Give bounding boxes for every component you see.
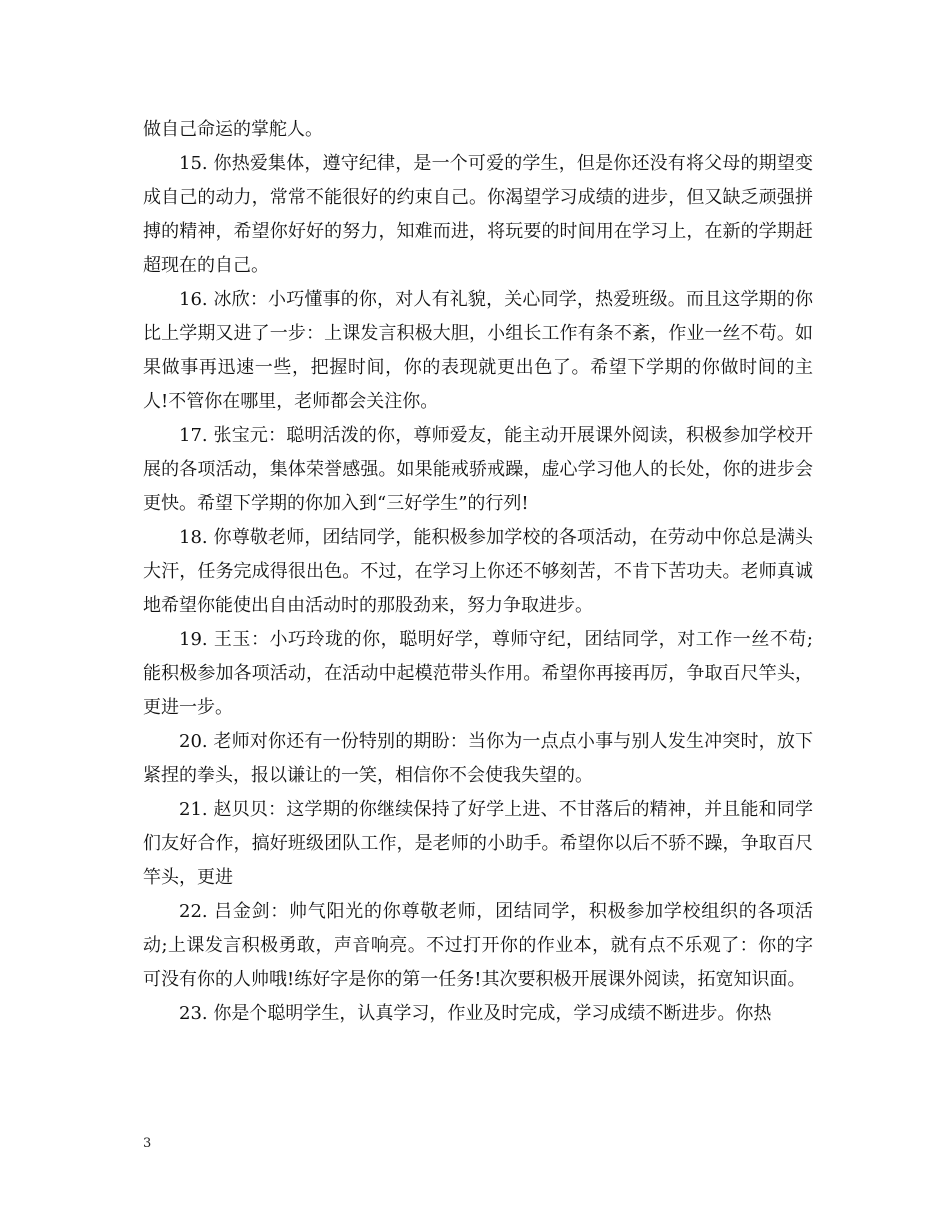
paragraph-comment-19: 19. 王玉：小巧玲珑的你，聪明好学，尊师守纪，团结同学，对工作一丝不苟;能积极参加各项活动，在活动中起模范带头作用。希望你再接再厉，争取百尺竿头，更进一步。 xyxy=(143,629,813,718)
paragraph-continuation: 做自己命运的掌舵人。 xyxy=(143,119,323,140)
body-text xyxy=(143,113,813,1031)
paragraph-comment-18: 18. 你尊敬老师，团结同学，能积极参加学校的各项活动，在劳动中你总是满头大汗，任务完成得很出色。不过，在学习上你还不够刻苦，不肯下苦功夫。老师真诚地希望你能使出自由活动时的那股劲来，努力争取进步。 xyxy=(143,527,813,616)
paragraph-comment-23: 23. 你是个聪明学生，认真学习，作业及时完成，学习成绩不断进步。你热 xyxy=(179,1003,772,1024)
paragraph-comment-21: 21. 赵贝贝：这学期的你继续保持了好学上进、不甘落后的精神，并且能和同学们友好合作，搞好班级团队工作，是老师的小助手。希望你以后不骄不躁，争取百尺竿头，更进 xyxy=(143,799,813,888)
paragraph-comment-15: 15. 你热爱集体，遵守纪律，是一个可爱的学生，但是你还没有将父母的期望变成自己的动力，常常不能很好的约束自己。你渴望学习成绩的进步，但又缺乏顽强拼搏的精神，希望你好好的努力，知难而进，将玩要的时间用在学习上，在新的学期赶超现在的自己。 xyxy=(143,153,813,276)
paragraph-comment-22: 22. 吕金剑：帅气阳光的你尊敬老师，团结同学，积极参加学校组织的各项活动;上课发言积极勇敢，声音响亮。不过打开你的作业本，就有点不乐观了：你的字可没有你的人帅哦!练好字是你的第一任务!其次要积极开展课外阅读，拓宽知识面。 xyxy=(143,901,813,990)
paragraph-comment-20: 20. 老师对你还有一份特别的期盼：当你为一点点小事与别人发生冲突时，放下紧捏的拳头，报以谦让的一笑，相信你不会使我失望的。 xyxy=(143,731,813,786)
page-number: 3 xyxy=(143,1136,152,1151)
paragraph-comment-16: 16. 冰欣：小巧懂事的你，对人有礼貌，关心同学，热爱班级。而且这学期的你比上学期又进了一步：上课发言积极大胆，小组长工作有条不紊，作业一丝不苟。如果做事再迅速一些，把握时间，你的表现就更出色了。希望下学期的你做时间的主人!不管你在哪里，老师都会关注你。 xyxy=(143,289,813,412)
paragraph-comment-17: 17. 张宝元：聪明活泼的你，尊师爱友，能主动开展课外阅读，积极参加学校开展的各项活动，集体荣誉感强。如果能戒骄戒躁，虚心学习他人的长处，你的进步会更快。希望下学期的你加入到“三好学生”的行列! xyxy=(143,425,813,514)
